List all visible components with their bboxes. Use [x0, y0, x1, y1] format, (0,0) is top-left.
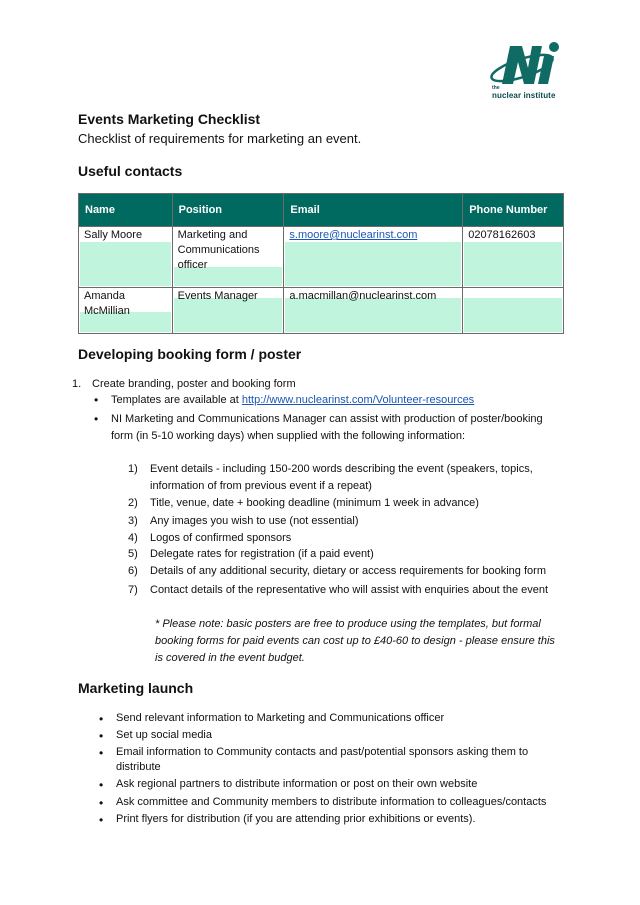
- contacts-table: [78, 193, 564, 334]
- info-item-number: 1): [128, 463, 138, 475]
- contact-name: Sally Moore: [84, 229, 143, 241]
- cell-email: [284, 227, 463, 288]
- table-row: [79, 288, 564, 334]
- info-item-number: 2): [128, 497, 138, 509]
- info-item-number: 5): [128, 548, 138, 560]
- contact-phone: 02078162603: [468, 229, 536, 241]
- bullet-icon: •: [99, 729, 104, 743]
- col-header-position: Position: [172, 194, 284, 227]
- info-item: Any images you wish to use (not essential): [150, 515, 359, 527]
- page-subtitle: Checklist of requirements for marketing an event.: [78, 131, 362, 146]
- templates-line: [111, 392, 551, 408]
- cell-name: [79, 227, 173, 288]
- launch-heading: Marketing launch: [78, 680, 194, 696]
- cell-phone: [463, 227, 564, 288]
- booking-heading: Developing booking form / poster: [78, 346, 302, 362]
- info-item: Title, venue, date + booking deadline (minimum 1 week in advance): [150, 497, 479, 509]
- info-item: Delegate rates for registration (if a paid event): [150, 548, 374, 560]
- contact-phone: [463, 288, 563, 289]
- templates-prefix: Templates are available at: [111, 394, 242, 406]
- contact-position: Events Manager: [177, 290, 258, 302]
- ni-assist-text: NI Marketing and Communications Manager can assist with production of poster/booking form (in 5-10 working days) when supplied with the following information:: [111, 413, 543, 442]
- info-item-number: 3): [128, 515, 138, 527]
- bullet-icon: •: [99, 712, 104, 726]
- table-header-row: [79, 194, 564, 227]
- page-title: Events Marketing Checklist: [78, 111, 261, 127]
- bullet-icon: •: [94, 393, 99, 407]
- launch-item: Ask committee and Community members to distribute information to colleagues/contacts: [116, 796, 547, 808]
- bullet-icon: •: [99, 746, 104, 760]
- info-item: Logos of confirmed sponsors: [150, 532, 292, 544]
- col-header-email: Email: [284, 194, 463, 227]
- cell-email: [284, 288, 463, 334]
- launch-item: Set up social media: [116, 729, 212, 741]
- booking-item-1: Create branding, poster and booking form: [92, 378, 296, 390]
- pricing-note: * Please note: basic posters are free to produce using the templates, but formal booking forms for paid events can cost up to £40-60 to design - please ensure this is covered in the event budget.: [155, 618, 555, 664]
- info-item: Details of any additional security, dietary or access requirements for booking form: [150, 565, 546, 577]
- launch-item: Email information to Community contacts and past/potential sponsors asking them to distribute: [116, 746, 529, 773]
- col-header-name: Name: [79, 194, 173, 227]
- logo-wordmark: [492, 86, 556, 100]
- launch-item: Print flyers for distribution (if you are attending prior exhibitions or events).: [116, 813, 476, 825]
- templates-link[interactable]: http://www.nuclearinst.com/Volunteer-resources: [241, 394, 475, 406]
- contact-position: Marketing and Communications officer: [177, 229, 260, 271]
- launch-item: Ask regional partners to distribute information or post on their own website: [116, 778, 478, 790]
- bullet-icon: •: [99, 778, 104, 792]
- info-item-number: 6): [128, 565, 138, 577]
- bullet-icon: •: [94, 412, 99, 426]
- cell-name: [79, 288, 173, 334]
- logo-the: the: [492, 85, 500, 91]
- contact-email-link[interactable]: s.moore@nuclearinst.com: [289, 229, 418, 241]
- info-item-number: 4): [128, 532, 138, 544]
- info-item: Event details - including 150-200 words describing the event (speakers, topics, information of from previous event if a repeat): [150, 463, 533, 492]
- launch-item: Send relevant information to Marketing and Communications officer: [116, 712, 445, 724]
- bullet-icon: •: [99, 796, 104, 810]
- contact-email: a.macmillan@nuclearinst.com: [289, 290, 437, 302]
- table-row: [79, 227, 564, 288]
- logo-name: nuclear institute: [492, 91, 556, 100]
- col-header-phone: Phone Number: [463, 194, 564, 227]
- info-item-number: 7): [128, 584, 138, 596]
- info-item: Contact details of the representative who will assist with enquiries about the event: [150, 584, 549, 596]
- list-number: 1.: [72, 378, 82, 390]
- cell-position: [172, 288, 284, 334]
- bullet-icon: •: [99, 813, 104, 827]
- cell-phone: [463, 288, 564, 334]
- contacts-heading: Useful contacts: [78, 163, 183, 179]
- contact-name: Amanda McMillian: [84, 290, 130, 317]
- cell-position: [172, 227, 284, 288]
